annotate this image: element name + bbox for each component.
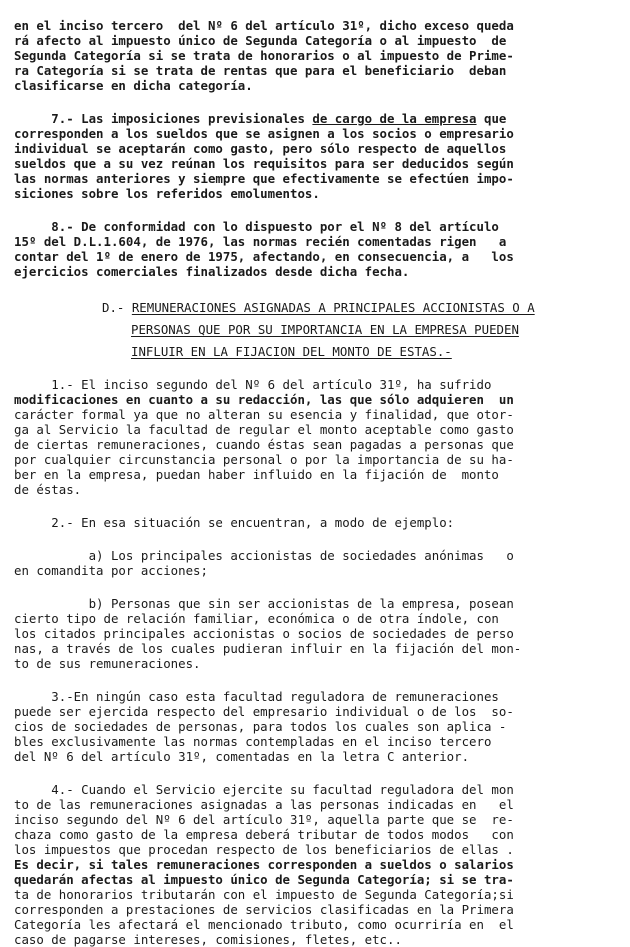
text-fragment: que [476,111,507,126]
text-line: cios de sociedades de personas, para todos los cuales son aplica - [14,719,507,734]
heading-text: INFLUIR EN LA FIJACION DEL MONTO DE ESTAS.- [131,344,452,359]
text-line: por cualquier circunstancia personal o por la importancia de su ha- [14,452,514,467]
text-line: bles exclusivamente las normas contempladas en el inciso tercero [14,734,492,749]
text-line: los citados principales accionistas o socios de sociedades de perso [14,626,514,641]
text-line: to de las remuneraciones asignadas a las personas indicadas en el [14,797,514,812]
paragraph-7 [14,111,610,201]
text-line: sueldos que a su vez reúnan los requisitos para ser deducidos según [14,156,514,171]
text-line: Segunda Categoría si se trata de honorarios o al impuesto de Prime- [14,48,514,63]
paragraph-d2a [14,548,610,578]
paragraph-d3 [14,689,610,764]
paragraph-d2 [14,515,610,530]
text-line: 8.- De conformidad con lo dispuesto por el Nº 8 del artículo [14,219,499,234]
text-line: modificaciones en cuanto a su redacción, las que sólo adquieren un [14,392,514,407]
text-line: los impuestos que procedan respecto de los beneficiarios de ellas . [14,842,514,857]
text-line: ta de honorarios tributarán con el impuesto de Segunda Categoría;si [14,887,514,902]
heading-letter: D.- [102,300,132,315]
paragraph-d4 [14,782,610,947]
text-line: b) Personas que sin ser accionistas de la empresa, posean [14,596,514,611]
text-line: en el inciso tercero del Nº 6 del artículo 31º, dicho exceso queda [14,18,514,33]
text-line: ga al Servicio la facultad de regular el monto aceptable como gasto [14,422,514,437]
paragraph-8 [14,219,610,279]
text-line: puede ser ejercida respecto del empresario individual o de los so- [14,704,514,719]
text-line: ejercicios comerciales finalizados desde dicha fecha. [14,264,410,279]
text-line: de ciertas remuneraciones, cuando éstas sean pagadas a personas que [14,437,514,452]
section-heading-d [14,297,610,363]
heading-text: REMUNERACIONES ASIGNADAS A PRINCIPALES ACCIONISTAS O A [131,300,535,315]
text-line: de éstas. [14,482,82,497]
text-line: clasificarse en dicha categoría. [14,78,253,93]
text-line: carácter formal ya que no alteran su esencia y finalidad, que otor- [14,407,514,422]
paragraph-d1 [14,377,610,497]
heading-text: PERSONAS QUE POR SU IMPORTANCIA EN LA EMPRESA PUEDEN [131,322,519,337]
paragraph-d2b [14,596,610,671]
text-line: chaza como gasto de la empresa deberá tributar de todos modos con [14,827,514,842]
text-line: cierto tipo de relación familiar, económica o de otra índole, con [14,611,499,626]
text-line: 15º del D.L.1.604, de 1976, las normas recién comentadas rigen a [14,234,507,249]
text-line: nas, a través de los cuales pudieran influir en la fijación del mon- [14,641,522,656]
text-line: en comandita por acciones; [14,563,208,578]
text-line: corresponden a los sueldos que se asignen a los socios o empresario [14,126,514,141]
text-line: inciso segundo del Nº 6 del artículo 31º, aquella parte que se re- [14,812,514,827]
text-line: a) Los principales accionistas de sociedades anónimas o [14,548,514,563]
heading-line [102,341,610,363]
text-line: corresponden a prestaciones de servicios clasificadas en la Primera [14,902,514,917]
text-line: 3.-En ningún caso esta facultad reguladora de remuneraciones [14,689,499,704]
text-line: siciones sobre los referidos emolumentos. [14,186,320,201]
text-line [14,111,610,126]
text-line: contar del 1º de enero de 1975, afectando, en consecuencia, a los [14,249,514,264]
text-fragment: 7.- Las imposiciones previsionales [14,111,313,126]
text-line: caso de pagarse intereses, comisiones, fletes, etc.. [14,932,402,947]
text-line: ra Categoría si se trata de rentas que para el beneficiario deban [14,63,507,78]
text-line: Es decir, si tales remuneraciones corresponden a sueldos o salarios [14,857,514,872]
underlined-text: de cargo de la empresa [312,111,477,126]
text-line: to de sus remuneraciones. [14,656,201,671]
heading-line [102,297,610,319]
text-line: individual se aceptarán como gasto, pero sólo respecto de aquellos [14,141,507,156]
text-line: 2.- En esa situación se encuentran, a modo de ejemplo: [14,515,455,530]
heading-line [102,319,610,341]
intro-paragraph [14,18,610,93]
text-line: 1.- El inciso segundo del Nº 6 del artículo 31º, ha sufrido [14,377,492,392]
text-line: rá afecto al impuesto único de Segunda Categoría o al impuesto de [14,33,507,48]
text-line: las normas anteriores y siempre que efectivamente se efectúen impo- [14,171,514,186]
text-line: Categoría les afectará el mencionado tributo, como ocurriría en el [14,917,514,932]
text-line: quedarán afectas al impuesto único de Segunda Categoría; si se tra- [14,872,514,887]
text-line: 4.- Cuando el Servicio ejercite su facultad reguladora del mon [14,782,514,797]
text-line: del Nº 6 del artículo 31º, comentadas en la letra C anterior. [14,749,470,764]
text-line: ber en la empresa, puedan haber influido en la fijación de monto [14,467,499,482]
